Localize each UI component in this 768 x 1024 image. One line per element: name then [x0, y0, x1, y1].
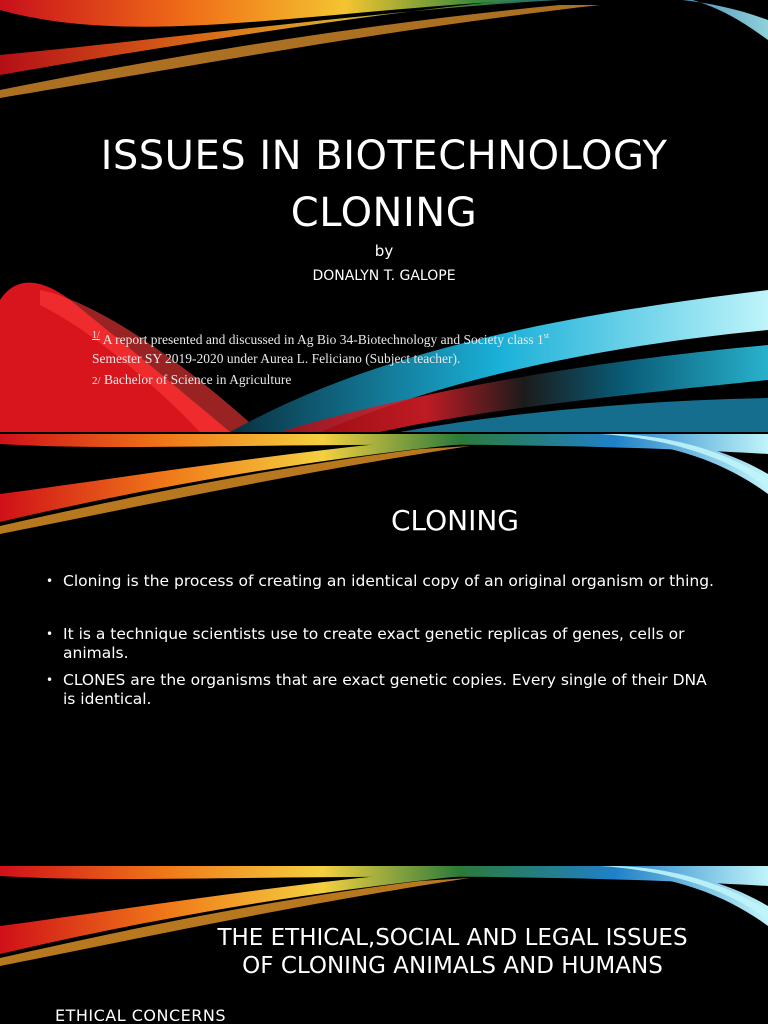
- slide-title: [0, 128, 768, 242]
- footnote-2-mark: 2/: [92, 375, 101, 387]
- ethics-slide: [0, 866, 768, 1024]
- title-line-2: CLONING: [290, 190, 478, 236]
- footnote-1-text-2: Semester SY 2019-2020 under Aurea L. Feliciano (Subject teacher).: [92, 351, 461, 366]
- cloning-slide: [0, 434, 768, 866]
- ethical-concerns-heading: ETHICAL CONCERNS: [55, 1006, 227, 1024]
- bullet-icon: •: [46, 627, 54, 641]
- bullet-list: [46, 572, 716, 709]
- title-line-1: ISSUES IN BIOTECHNOLOGY: [100, 133, 668, 179]
- list-item: [46, 671, 716, 709]
- bullet-text: CLONES are the organisms that are exact genetic copies. Every single of their DNA is identical.: [63, 671, 707, 708]
- footnote-1-sup: st: [543, 331, 550, 340]
- bullet-text: It is a technique scientists use to create exact genetic replicas of genes, cells or animals.: [63, 625, 685, 662]
- list-item: [46, 625, 716, 663]
- by-label: by: [374, 242, 394, 260]
- bullet-icon: •: [46, 673, 54, 687]
- bullet-text: Cloning is the process of creating an identical copy of an original organism or thing.: [63, 572, 714, 590]
- slide-heading: CLONING: [390, 504, 520, 537]
- slide-title: [165, 924, 740, 980]
- list-item: [46, 572, 716, 591]
- footnote-2: [92, 372, 652, 388]
- footnote-1: [92, 326, 652, 368]
- footnote-1-text: A report presented and discussed in Ag Bio 34-Biotechnology and Society class 1: [102, 332, 544, 347]
- footnote-1-mark: 1/: [92, 330, 100, 341]
- footnote-2-text: Bachelor of Science in Agriculture: [103, 372, 292, 387]
- title-slide: [0, 0, 768, 432]
- bullet-icon: •: [46, 574, 54, 588]
- title-line-1: THE ETHICAL,SOCIAL AND LEGAL ISSUES: [217, 925, 688, 951]
- title-line-2: OF CLONING ANIMALS AND HUMANS: [242, 953, 663, 979]
- author-name: DONALYN T. GALOPE: [312, 268, 456, 284]
